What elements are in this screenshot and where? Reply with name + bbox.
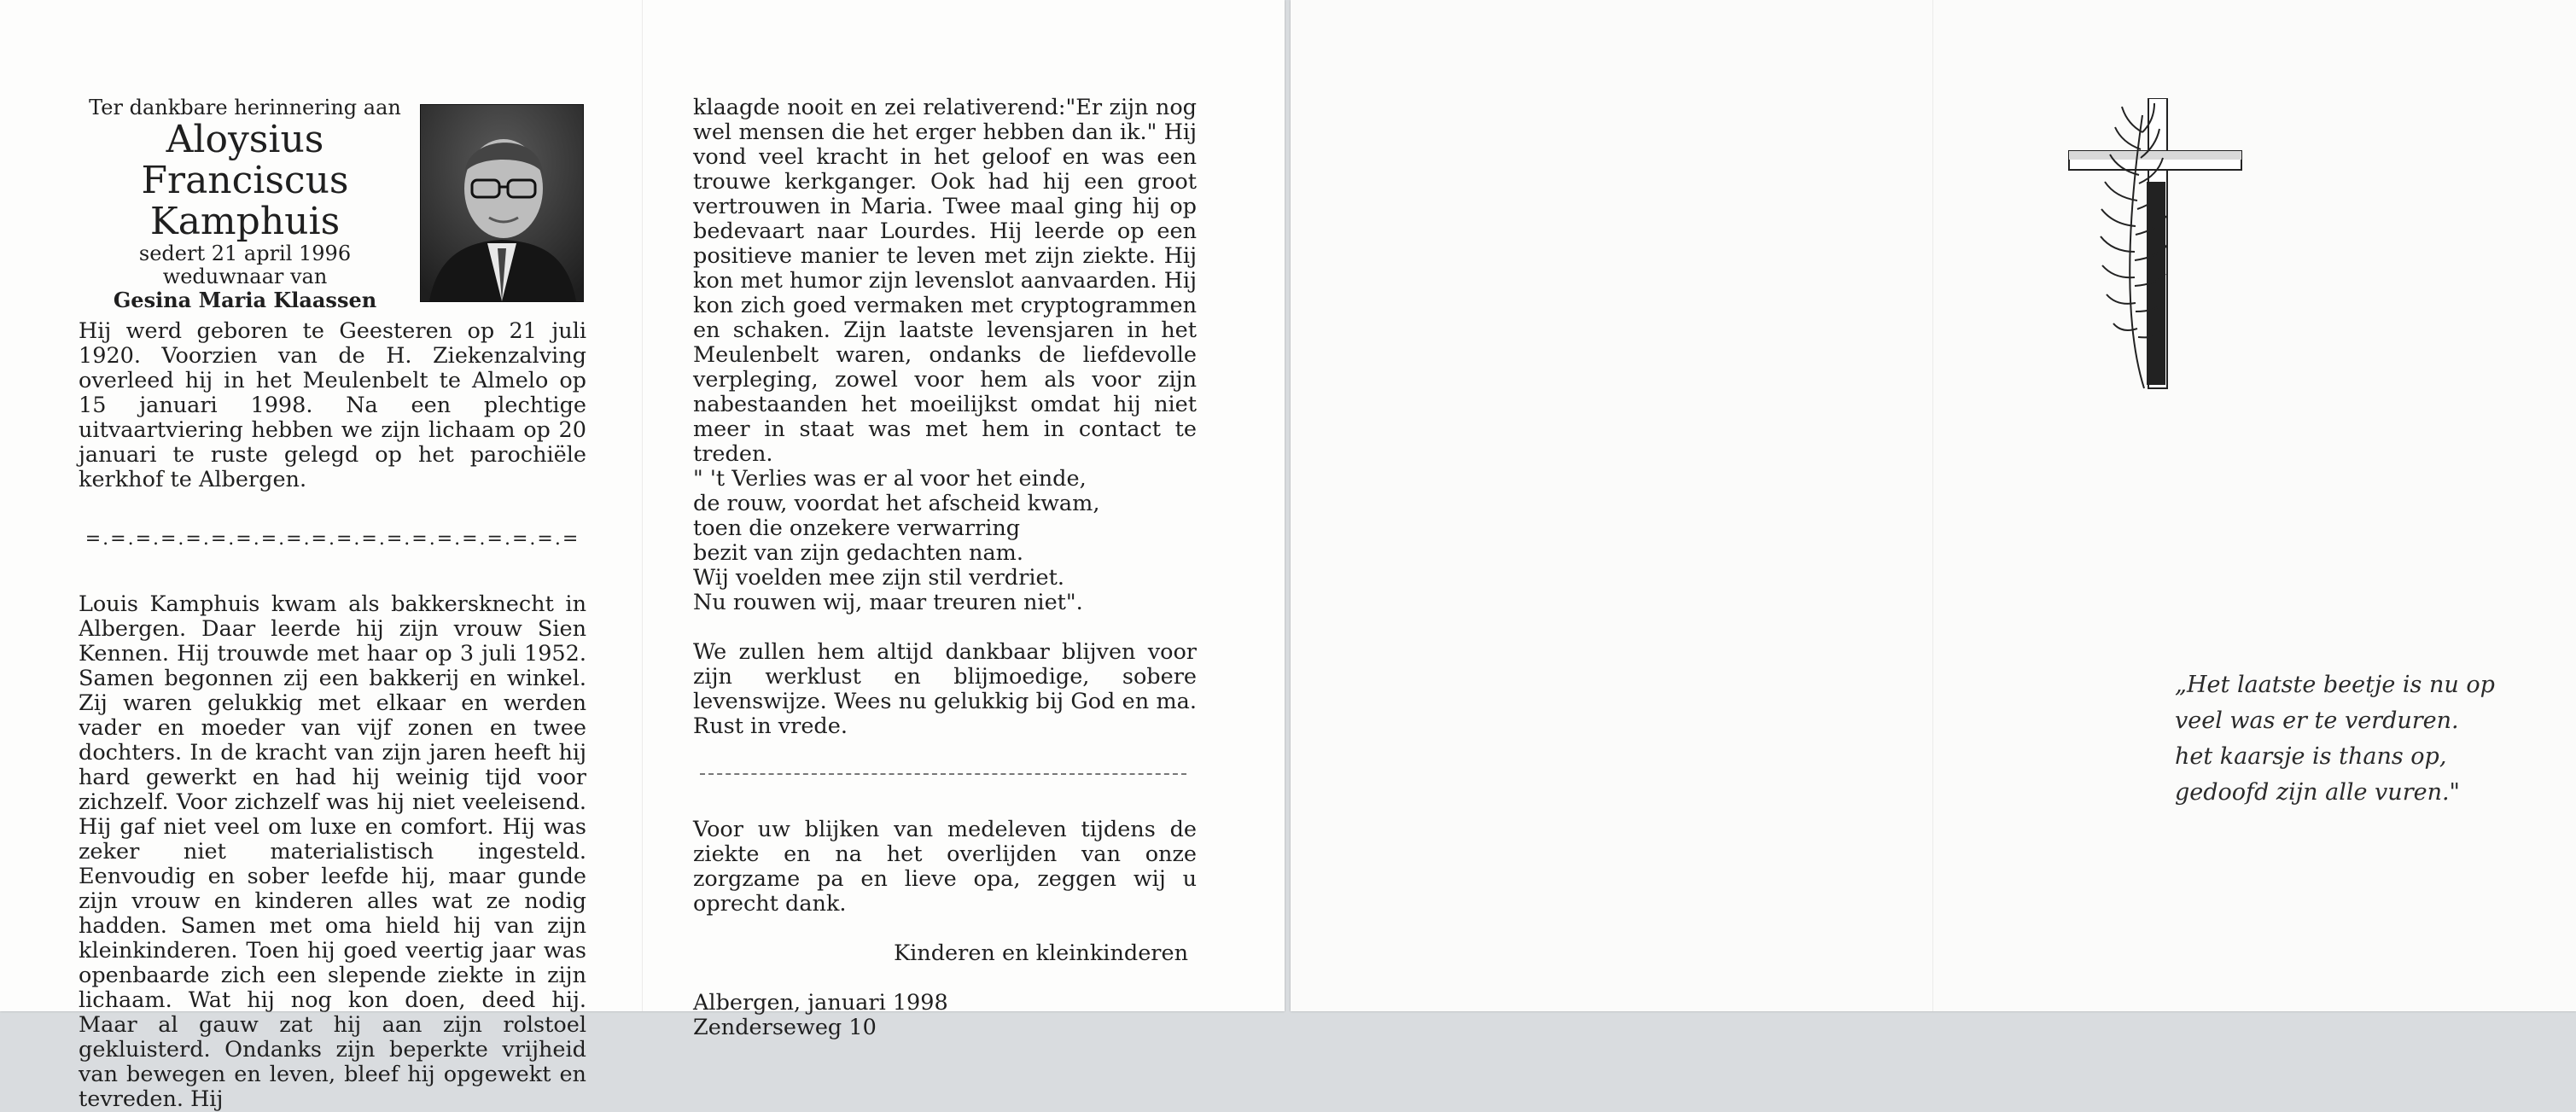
verse-line: het kaarsje is thans op, xyxy=(2175,743,2447,770)
portrait-illustration xyxy=(421,105,583,301)
address: Zenderseweg 10 xyxy=(693,1015,877,1040)
header-text xyxy=(79,96,411,311)
poem-line: " 't Verlies was er al voor het einde, xyxy=(693,466,1087,492)
poem-line: toen die onzekere verwarring xyxy=(693,515,1021,541)
verse-line: „Het laatste beetje is nu op xyxy=(2175,672,2495,698)
signature: Kinderen en kleinkinderen xyxy=(894,940,1188,966)
since-date: sedert 21 april 1996 xyxy=(138,242,352,265)
fold-line xyxy=(642,0,643,1011)
first-names: Aloysius Franciscus xyxy=(141,118,349,202)
surname: Kamphuis xyxy=(149,200,341,243)
biography-text: Louis Kamphuis kwam als bakkersknecht in Albergen. Daar leerde hij zijn vrouw Sien Kennen. Hij trouwde met haar op 3 juli 1952. Samen begonnen zij een bakkerij en winkel. Zij waren gelukkig met elkaar en werden vader en moeder van vijf zonen en twee dochters. In de kracht van zijn jaren heeft hij hard gewerkt en had hij weinig tijd voor zichzelf. Voor zichzelf was hij niet veeleisend. Hij gaf niet veel om luxe en comfort. Hij was zeker niet materialistisch ingesteld. Eenvoudig en sober leefde hij, maar gunde zijn vrouw en kinderen alles wat ze nodig hadden. Samen met oma hield hij van zijn kleinkinderen. Toen hij goed veertig jaar was openbaarde zich een slepende ziekte in zijn lichaam. Wat hij nog kon doen, deed hij. Maar al gauw zat hij aan zijn rolstoel gekluisterd. Ondanks zijn beperkte vrijheid van bewegen en leven, bleef hij opgewekt en tevreden. Hij xyxy=(79,591,586,1112)
memorial-card-inside xyxy=(0,0,1285,1112)
spouse-name: Gesina Maria Klaassen xyxy=(113,288,377,312)
thanks-text: Voor uw blijken van medeleven tijdens de ziekte en na het overlijden van onze zorgzame pa en lieve opa, zeggen wij u oprecht dank. xyxy=(693,817,1197,917)
poem-line: Nu rouwen wij, maar treuren niet". xyxy=(693,590,1083,615)
left-column xyxy=(79,96,586,1112)
remembrance-text: We zullen hem altijd dankbaar blijven voor zijn werklust en blijmoedige, sobere levenswijze. Wees nu gelukkig bij God en ma. Rust in vrede. xyxy=(693,639,1197,739)
memorial-card-cover xyxy=(1291,0,2576,1011)
cross-illustration xyxy=(2066,98,2245,393)
right-column xyxy=(693,96,1197,1040)
card-header xyxy=(79,96,586,312)
fold-line xyxy=(1932,0,1933,1011)
cross-with-palm-icon xyxy=(2066,98,2245,393)
biographical-facts: Hij werd geboren te Geesteren op 21 juli 1920. Voorzien van de H. Ziekenzalving overleed hij in het Meulenbelt te Almelo op 15 januari 1998. Na een plechtige uitvaartviering hebben we zijn lichaam op 20 januari te ruste gelegd op het parochiële kerkhof te Albergen. xyxy=(79,318,586,492)
place-date: Albergen, januari 1998 xyxy=(693,990,948,1016)
biography-continuation: klaagde nooit en zei relativerend:"Er zijn nog wel mensen die het erger hebben dan ik." Hij vond veel kracht in het geloof en was een trouwe kerkganger. Ook had hij een groot vertrouwen in Maria. Twee maal ging hij op bedevaart naar Lourdes. Hij leerde op een positieve manier te leven met zijn ziekte. Hij kon met humor zijn levenslot aanvaarden. Hij kon zich goed vermaken met cryptogrammen en schaken. Zijn laatste levensjaren in het Meulenbelt waren, ondanks de liefdevolle verpleging, zowel voor hem als voor zijn nabestaanden het moeilijkst omdat hij niet meer in staat was met hem in contact te treden. xyxy=(693,95,1197,467)
portrait-photo xyxy=(420,104,584,302)
widower-line: weduwnaar van xyxy=(162,265,328,288)
poem-line: bezit van zijn gedachten nam. xyxy=(693,540,1023,566)
intro-line: Ter dankbare herinnering aan xyxy=(89,96,401,119)
separator-line: =.=.=.=.=.=.=.=.=.=.=.=.=.=.=.=.=.=.=.= xyxy=(85,528,580,550)
dashed-divider xyxy=(700,773,1186,775)
closing-verse xyxy=(2175,667,2495,811)
verse-line: gedoofd zijn alle vuren." xyxy=(2175,779,2460,806)
poem-line: Wij voelden mee zijn stil verdriet. xyxy=(693,565,1064,591)
verse-line: veel was er te verduren. xyxy=(2175,707,2459,734)
poem-line: de rouw, voordat het afscheid kwam, xyxy=(693,491,1100,516)
